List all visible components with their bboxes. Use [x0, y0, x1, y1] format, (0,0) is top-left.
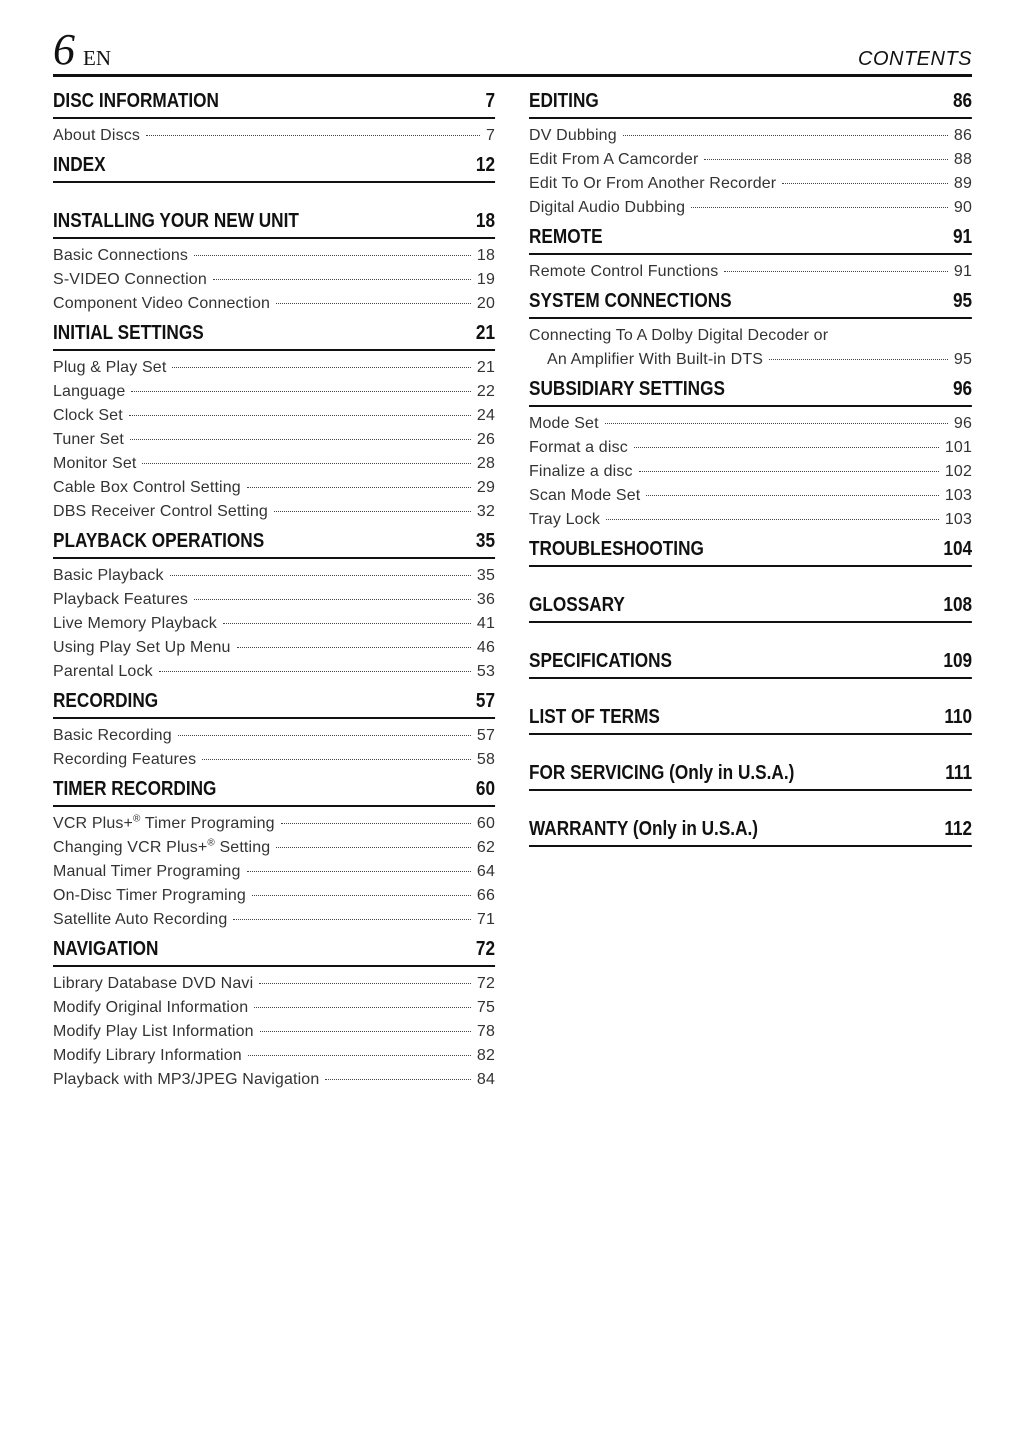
toc-entry-label-group — [53, 500, 268, 524]
toc-entry-label: Using Play Set Up Menu — [53, 639, 231, 656]
toc-entry-page: 58 — [476, 751, 495, 768]
toc-entry[interactable] — [53, 500, 495, 524]
toc-section-heading[interactable] — [529, 594, 972, 623]
toc-entry-label: Tuner Set — [53, 431, 125, 448]
toc-entry-label: Recording Features — [53, 751, 197, 768]
toc-entry-page: 66 — [476, 887, 495, 904]
toc-section-heading[interactable] — [529, 290, 972, 319]
toc-entry-label-group — [53, 356, 166, 380]
toc-entry-list — [53, 124, 495, 148]
dot-leader — [178, 735, 471, 736]
toc-section-heading[interactable] — [53, 154, 495, 183]
toc-section-subsidiary-settings — [529, 378, 972, 538]
toc-entry[interactable] — [53, 428, 495, 452]
toc-section-heading[interactable] — [53, 210, 495, 239]
toc-section-heading-label: FOR SERVICING (Only in U.S.A.) — [529, 762, 795, 784]
dot-leader — [223, 623, 471, 624]
toc-entry-list — [53, 812, 495, 932]
toc-entry-label: Monitor Set — [53, 455, 137, 472]
dot-leader — [254, 1007, 471, 1008]
toc-entry-label: Component Video Connection — [53, 295, 271, 312]
toc-entry-label: Format a disc — [529, 439, 628, 456]
toc-section-heading-page: 95 — [952, 290, 973, 312]
dot-leader — [129, 415, 471, 416]
toc-entry[interactable] — [53, 124, 495, 148]
toc-entry-label: Edit From A Camcorder — [529, 151, 699, 168]
toc-section-heading[interactable] — [529, 226, 972, 255]
dot-leader — [769, 359, 948, 360]
registered-mark: ® — [133, 813, 141, 825]
toc-section-heading[interactable] — [53, 530, 495, 559]
dot-leader — [634, 447, 939, 448]
toc-entry-label-rest: Timer Programing — [140, 815, 275, 832]
toc-entry-page: 7 — [485, 127, 495, 144]
dot-leader — [260, 1031, 471, 1032]
toc-section-recording — [53, 690, 495, 778]
toc-section-heading-label: PLAYBACK OPERATIONS — [53, 530, 265, 552]
toc-section-heading-label: GLOSSARY — [529, 594, 625, 616]
toc-entry-list — [529, 124, 972, 220]
dot-leader — [131, 391, 471, 392]
toc-entry-page: 103 — [944, 511, 972, 528]
dot-leader — [276, 303, 471, 304]
toc-entry-label-group — [53, 996, 248, 1020]
toc-entry-label-group — [53, 836, 270, 860]
toc-entry[interactable] — [529, 436, 972, 460]
toc-entry-page: 60 — [476, 815, 495, 832]
toc-entry[interactable] — [53, 1044, 495, 1068]
toc-entry-label: About Discs — [53, 127, 141, 144]
toc-entry-list — [529, 260, 972, 284]
toc-entry-label: Edit To Or From Another Recorder — [529, 175, 777, 192]
toc-entry-label: VCR Plus+ — [53, 815, 134, 832]
toc-entry-label-group — [53, 404, 123, 428]
section-spacer — [53, 188, 495, 210]
dot-leader — [252, 895, 471, 896]
toc-section-heading[interactable] — [529, 818, 972, 847]
toc-section-for-servicing-only-in-u-s-a — [529, 762, 972, 818]
toc-entry-label: Tray Lock — [529, 511, 600, 528]
toc-entry-label: Basic Playback — [53, 567, 164, 584]
toc-entry-list — [53, 564, 495, 684]
toc-entry-label: Modify Library Information — [53, 1047, 242, 1064]
toc-entry-label: Changing VCR Plus+ — [53, 839, 208, 856]
toc-entry-label-group — [53, 908, 227, 932]
toc-section-heading-label: RECORDING — [53, 690, 159, 712]
toc-entry[interactable] — [529, 148, 972, 172]
toc-entry-page: 95 — [953, 351, 972, 368]
toc-section-heading-page: 35 — [475, 530, 496, 552]
toc-entry-page: 78 — [476, 1023, 495, 1040]
toc-entry-page: 32 — [476, 503, 495, 520]
toc-section-initial-settings — [53, 322, 495, 530]
toc-entry[interactable] — [53, 612, 495, 636]
toc-entry-page: 89 — [953, 175, 972, 192]
toc-entry-page: 96 — [953, 415, 972, 432]
toc-entry-page: 75 — [476, 999, 495, 1016]
toc-entry-label-group — [53, 1020, 254, 1044]
toc-section-disc-information — [53, 90, 495, 154]
page-header — [53, 25, 972, 77]
toc-entry[interactable] — [53, 476, 495, 500]
toc-entry-page: 102 — [944, 463, 972, 480]
toc-entry-label: DBS Receiver Control Setting — [53, 503, 268, 520]
toc-entry-label-group — [53, 452, 136, 476]
toc-entry[interactable] — [529, 260, 972, 284]
toc-entry-label-group — [529, 460, 633, 484]
toc-entry[interactable] — [53, 724, 495, 748]
dot-leader — [237, 647, 471, 648]
toc-entry[interactable] — [53, 452, 495, 476]
toc-entry-label: Mode Set — [529, 415, 599, 432]
contents-right-column — [529, 90, 972, 874]
contents-left-column — [53, 90, 495, 1098]
toc-entry-page: 29 — [476, 479, 495, 496]
toc-entry-label: Live Memory Playback — [53, 615, 217, 632]
toc-section-heading-page: 104 — [943, 538, 973, 560]
toc-entry-label: Modify Original Information — [53, 999, 249, 1016]
toc-entry-label: Remote Control Functions — [529, 263, 719, 280]
page-number: 6 — [53, 25, 75, 74]
dot-leader — [259, 983, 471, 984]
dot-leader — [130, 439, 471, 440]
toc-entry-label-group — [53, 724, 172, 748]
toc-entry-label: Basic Connections — [53, 247, 189, 264]
toc-entry[interactable] — [53, 1020, 495, 1044]
toc-entry-list — [53, 356, 495, 524]
toc-entry[interactable] — [529, 124, 972, 148]
toc-entry-page: 22 — [476, 383, 495, 400]
toc-section-heading-page: 72 — [475, 938, 496, 960]
toc-entry[interactable] — [529, 484, 972, 508]
dot-leader — [782, 183, 948, 184]
toc-entry[interactable] — [53, 972, 495, 996]
toc-section-heading-page: 91 — [952, 226, 973, 248]
toc-entry-label-group — [53, 476, 241, 500]
toc-entry-label-group — [53, 124, 140, 148]
toc-entry[interactable] — [53, 564, 495, 588]
toc-section-heading[interactable] — [53, 322, 495, 351]
toc-entry-label-group — [53, 660, 153, 684]
toc-entry-line2 — [529, 348, 972, 372]
dot-leader — [639, 471, 939, 472]
section-spacer — [529, 740, 972, 762]
dot-leader — [146, 135, 480, 136]
toc-section-playback-operations — [53, 530, 495, 690]
toc-entry-label-rest: Setting — [214, 839, 271, 856]
toc-entry-label: Digital Audio Dubbing — [529, 199, 686, 216]
toc-entry[interactable] — [529, 172, 972, 196]
toc-entry[interactable] — [53, 748, 495, 772]
toc-entry[interactable] — [529, 196, 972, 220]
toc-entry[interactable] — [53, 908, 495, 932]
toc-section-heading-label: SUBSIDIARY SETTINGS — [529, 378, 725, 400]
toc-entry[interactable] — [53, 860, 495, 884]
toc-section-heading-label: REMOTE — [529, 226, 603, 248]
toc-section-heading-page: 7 — [485, 90, 496, 112]
toc-entry-label: Satellite Auto Recording — [53, 911, 228, 928]
toc-section-heading-page: 21 — [475, 322, 496, 344]
toc-section-heading[interactable] — [53, 778, 495, 807]
toc-section-heading[interactable] — [529, 762, 972, 791]
toc-entry-page: 62 — [476, 839, 495, 856]
toc-section-heading-page: 109 — [943, 650, 973, 672]
toc-entry-label-group — [53, 972, 253, 996]
toc-entry-page: 19 — [476, 271, 495, 288]
toc-entry-list — [53, 724, 495, 772]
dot-leader — [691, 207, 948, 208]
toc-section-heading[interactable] — [529, 378, 972, 407]
toc-entry-label: Connecting To A Dolby Digital Decoder or — [529, 327, 829, 344]
dot-leader — [623, 135, 948, 136]
dot-leader — [194, 599, 471, 600]
toc-entry-label-group — [529, 124, 617, 148]
toc-section-heading-page: 12 — [475, 154, 496, 176]
toc-entry-label: Basic Recording — [53, 727, 172, 744]
dot-leader — [281, 823, 471, 824]
toc-entry-page: 91 — [953, 263, 972, 280]
toc-section-heading[interactable] — [53, 90, 495, 119]
toc-section-installing-your-new-unit — [53, 210, 495, 322]
toc-entry-label-group — [53, 748, 196, 772]
toc-section-heading-page: 86 — [952, 90, 973, 112]
toc-entry[interactable] — [53, 1068, 495, 1092]
toc-entry-label-group — [529, 172, 776, 196]
toc-entry-page: 53 — [476, 663, 495, 680]
toc-section-heading[interactable] — [53, 938, 495, 967]
dot-leader — [170, 575, 471, 576]
dot-leader — [704, 159, 947, 160]
toc-entry-label: Scan Mode Set — [529, 487, 641, 504]
registered-mark: ® — [207, 837, 215, 849]
toc-section-heading-label: INSTALLING YOUR NEW UNIT — [53, 210, 299, 232]
toc-entry-page: 90 — [953, 199, 972, 216]
section-spacer — [53, 1092, 495, 1098]
toc-entry-label: Playback with MP3/JPEG Navigation — [53, 1071, 320, 1088]
toc-entry-label-group — [53, 268, 207, 292]
dot-leader — [247, 871, 471, 872]
toc-entry[interactable] — [53, 292, 495, 316]
dot-leader — [325, 1079, 470, 1080]
toc-entry-label: Clock Set — [53, 407, 123, 424]
section-spacer — [529, 852, 972, 874]
toc-section-heading-page: 111 — [945, 762, 973, 784]
toc-section-heading-page: 18 — [475, 210, 496, 232]
dot-leader — [194, 255, 471, 256]
toc-entry-label: Parental Lock — [53, 663, 153, 680]
dot-leader — [159, 671, 471, 672]
toc-entry-page: 71 — [476, 911, 495, 928]
toc-entry-list — [529, 412, 972, 532]
toc-section-heading-page: 112 — [944, 818, 973, 840]
toc-section-heading-label: DISC INFORMATION — [53, 90, 219, 112]
toc-entry-page: 20 — [476, 295, 495, 312]
toc-section-troubleshooting — [529, 538, 972, 594]
toc-entry[interactable] — [53, 268, 495, 292]
toc-section-heading-page: 60 — [475, 778, 496, 800]
toc-section-heading-label: WARRANTY (Only in U.S.A.) — [529, 818, 759, 840]
toc-entry-page: 64 — [476, 863, 495, 880]
toc-entry[interactable] — [53, 588, 495, 612]
toc-entry-label-group — [53, 636, 231, 660]
toc-entry-label-group — [53, 588, 188, 612]
toc-section-warranty-only-in-u-s-a — [529, 818, 972, 874]
toc-entry-page: 18 — [476, 247, 495, 264]
toc-entry-page: 101 — [944, 439, 972, 456]
section-spacer — [529, 796, 972, 818]
toc-entry-label-group — [53, 428, 124, 452]
toc-section-index — [53, 154, 495, 210]
toc-entry-label-group — [529, 196, 685, 220]
toc-entry-label-group — [53, 860, 241, 884]
toc-entry-label-group — [529, 436, 628, 460]
toc-section-heading-page: 57 — [475, 690, 496, 712]
toc-entry[interactable] — [529, 412, 972, 436]
dot-leader — [247, 487, 471, 488]
toc-entry-label-group — [529, 508, 600, 532]
toc-section-heading-label: LIST OF TERMS — [529, 706, 660, 728]
toc-entry-list — [53, 972, 495, 1092]
dot-leader — [213, 279, 471, 280]
toc-section-heading[interactable] — [529, 90, 972, 119]
toc-entry-page: 36 — [476, 591, 495, 608]
toc-entry-page: 82 — [476, 1047, 495, 1064]
toc-entry[interactable] — [53, 244, 495, 268]
toc-entry-page: 35 — [476, 567, 495, 584]
toc-section-heading[interactable] — [53, 690, 495, 719]
toc-section-heading[interactable] — [529, 650, 972, 679]
toc-entry-label-group — [53, 612, 217, 636]
toc-entry-label-group — [529, 484, 640, 508]
toc-section-heading-label: INDEX — [53, 154, 106, 176]
toc-entry-page: 24 — [476, 407, 495, 424]
toc-entry-label-group — [529, 260, 718, 284]
toc-entry-page: 57 — [476, 727, 495, 744]
toc-entry[interactable] — [53, 636, 495, 660]
toc-section-editing — [529, 90, 972, 226]
toc-entry-label-group — [529, 412, 599, 436]
toc-entry-label-group — [53, 564, 164, 588]
dot-leader — [202, 759, 471, 760]
toc-entry[interactable] — [529, 508, 972, 532]
toc-section-heading-page: 110 — [944, 706, 973, 728]
dot-leader — [606, 519, 939, 520]
toc-entry-list — [529, 324, 972, 372]
toc-entry-label: Manual Timer Programing — [53, 863, 241, 880]
dot-leader — [248, 1055, 471, 1056]
toc-section-heading-label: TIMER RECORDING — [53, 778, 217, 800]
toc-entry-label: S-VIDEO Connection — [53, 271, 207, 288]
toc-section-list-of-terms — [529, 706, 972, 762]
dot-leader — [172, 367, 470, 368]
toc-entry[interactable] — [53, 356, 495, 380]
toc-section-system-connections — [529, 290, 972, 378]
toc-section-heading-label: INITIAL SETTINGS — [53, 322, 204, 344]
toc-entry-page: 21 — [476, 359, 495, 376]
toc-section-heading[interactable] — [529, 538, 972, 567]
toc-section-heading-label: SYSTEM CONNECTIONS — [529, 290, 732, 312]
toc-entry-page: 86 — [953, 127, 972, 144]
toc-section-glossary — [529, 594, 972, 650]
toc-entry-label-group — [529, 148, 698, 172]
toc-entry-label: DV Dubbing — [529, 127, 617, 144]
toc-entry-label-group — [53, 884, 246, 908]
dot-leader — [233, 919, 471, 920]
dot-leader — [276, 847, 471, 848]
section-spacer — [529, 684, 972, 706]
toc-entry[interactable] — [53, 884, 495, 908]
toc-entry-label-group — [53, 1068, 319, 1092]
toc-section-timer-recording — [53, 778, 495, 938]
toc-section-heading[interactable] — [529, 706, 972, 735]
toc-entry-page: 26 — [476, 431, 495, 448]
toc-entry-label: Modify Play List Information — [53, 1023, 254, 1040]
dot-leader — [142, 463, 470, 464]
toc-entry-label-group — [53, 1044, 242, 1068]
toc-section-remote — [529, 226, 972, 290]
section-title: CONTENTS — [858, 48, 972, 70]
toc-section-heading-label: SPECIFICATIONS — [529, 650, 673, 672]
toc-entry-label: Language — [53, 383, 126, 400]
toc-entry-label-group — [53, 292, 270, 316]
toc-entry-list — [53, 244, 495, 316]
toc-entry-page: 41 — [476, 615, 495, 632]
toc-entry-label: Cable Box Control Setting — [53, 479, 241, 496]
toc-entry[interactable] — [529, 460, 972, 484]
toc-entry-page: 72 — [476, 975, 495, 992]
section-spacer — [529, 572, 972, 594]
toc-section-heading-label: NAVIGATION — [53, 938, 159, 960]
toc-section-specifications — [529, 650, 972, 706]
toc-entry-label: Plug & Play Set — [53, 359, 167, 376]
toc-entry-label-group — [53, 244, 188, 268]
dot-leader — [724, 271, 947, 272]
language-code: EN — [83, 46, 111, 70]
toc-entry[interactable] — [53, 812, 495, 836]
toc-entry[interactable] — [53, 380, 495, 404]
toc-section-heading-label: EDITING — [529, 90, 599, 112]
toc-entry-page: 46 — [476, 639, 495, 656]
toc-entry-label: Library Database DVD Navi — [53, 975, 254, 992]
toc-entry-page: 103 — [944, 487, 972, 504]
dot-leader — [274, 511, 471, 512]
toc-entry-page: 88 — [953, 151, 972, 168]
toc-section-heading-label: TROUBLESHOOTING — [529, 538, 704, 560]
toc-section-heading-page: 108 — [943, 594, 973, 616]
toc-entry-label: On-Disc Timer Programing — [53, 887, 246, 904]
toc-entry[interactable] — [53, 836, 495, 860]
toc-entry-label-group — [53, 812, 275, 836]
toc-section-heading-page: 96 — [952, 378, 973, 400]
toc-entry-label: Finalize a disc — [529, 463, 633, 480]
section-spacer — [529, 628, 972, 650]
toc-entry-label-group — [53, 380, 125, 404]
toc-entry[interactable] — [529, 324, 972, 372]
toc-entry[interactable] — [53, 660, 495, 684]
toc-entry-label: Playback Features — [53, 591, 189, 608]
toc-entry-page: 28 — [476, 455, 495, 472]
dot-leader — [646, 495, 938, 496]
toc-entry[interactable] — [53, 404, 495, 428]
toc-section-navigation — [53, 938, 495, 1098]
toc-entry[interactable] — [53, 996, 495, 1020]
toc-entry-label-continued: An Amplifier With Built-in DTS — [547, 351, 764, 368]
toc-entry-page: 84 — [476, 1071, 495, 1088]
dot-leader — [605, 423, 948, 424]
